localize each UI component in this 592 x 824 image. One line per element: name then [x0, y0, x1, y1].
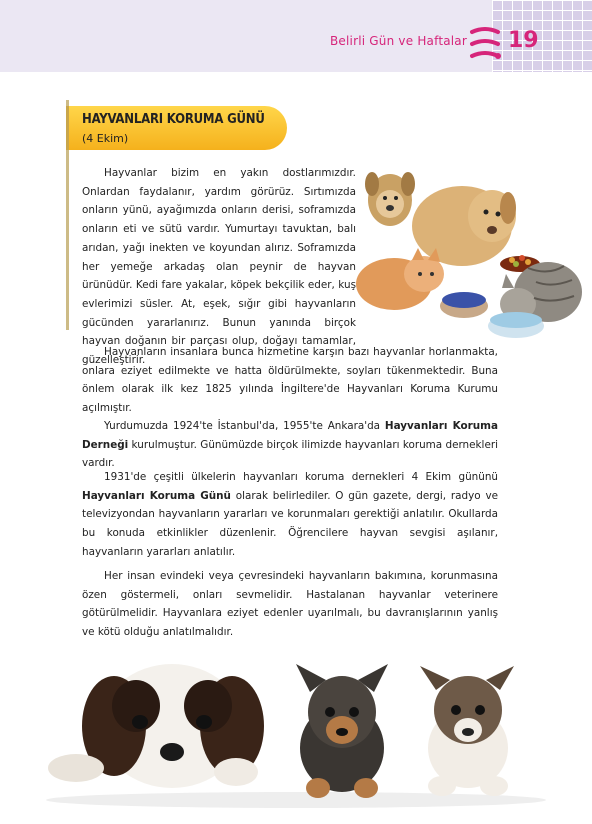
paragraph-4-text-a: 1931'de çeşitli ülkelerin hayvanları koruma dernekleri 4 Ekim gününü: [104, 471, 498, 483]
paragraph-1: Hayvanlar bizim en yakın dostlarımızdır. Onlardan faydalanır, yardım görürüz. Sırtımızda onların yünü, ayağımızda onların derisi, soframızda onların eti ve sütü vardır. Yumurtayı tavuktan, balı arıdan, yağı inekten ve koyundan alırız. Soframızda her yemeğe arkadaş olan peynir de hayvan ürünüdür. Kedi fare yakalar, köpek bekçilik eder, kuş evlerimizi süsler. At, eşek, sığır gibi hayvanların gücünden yararlanırız. Bunun yanında birçok hayvan doğanın bir parçası olup, doğayı tamamlar, güzelleştirir.: [82, 167, 356, 367]
paragraph-3-text-c: kurulmuştur. Günümüzde birçok ilimizde hayvanları koruma dernekleri vardır.: [82, 438, 498, 470]
paragraph-5: Her insan evindeki veya çevresindeki hayvanların bakımına, korunmasına özen göstermeli, onları sevmelidir. Hastalanan hayvanlar veterinere götürülmelidir. Hayvanlara eziyet edenler uyarılmalı, bu davranışlarının yanlış ve kötü olduğu anlatılmalıdır.: [82, 570, 498, 639]
three-puppies-image: [36, 640, 556, 810]
paragraph-4-text-c: olarak belirlediler. O gün gazete, dergi, radyo ve televizyondan hayvanların yararları ve korunmaları gerektiği anlatılır. Okullarda bu konuda etkinlikler düzenlenir. Öğrencilere hayvan sevgisi aşılanır, hayvanların yararları anlatılır.: [82, 489, 498, 558]
paragraph-3-bold: Hayvanları Koruma Derneği: [82, 420, 498, 451]
paragraph-3: [82, 417, 498, 473]
section-title: Belirli Gün ve Haftalar: [330, 34, 467, 48]
page-number: 19: [508, 28, 539, 53]
paragraph-4-bold: Hayvanları Koruma Günü: [82, 489, 231, 502]
paragraph-3-text-a: Yurdumuzda 1924'te İstanbul'da, 1955'te Ankara'da: [104, 420, 385, 432]
header-grid-pattern: [492, 0, 592, 72]
pets-eating-image: [352, 156, 584, 342]
paragraph-4: [82, 468, 498, 562]
article-date: (4 Ekim): [82, 132, 129, 145]
ribbon-icon: [468, 26, 502, 62]
article-title: HAYVANLARI KORUMA GÜNÜ: [82, 112, 265, 127]
paragraph-2: Hayvanların insanlara bunca hizmetine karşın bazı hayvanlar horlanmakta, onlara eziyet edilmekte ve hatta öldürülmekte, soyları tükenmektedir. Buna önlem olarak ilk kez 1825 yılında İngiltere'de Hayvanları Koruma Kurumu açılmıştır.: [82, 346, 498, 415]
